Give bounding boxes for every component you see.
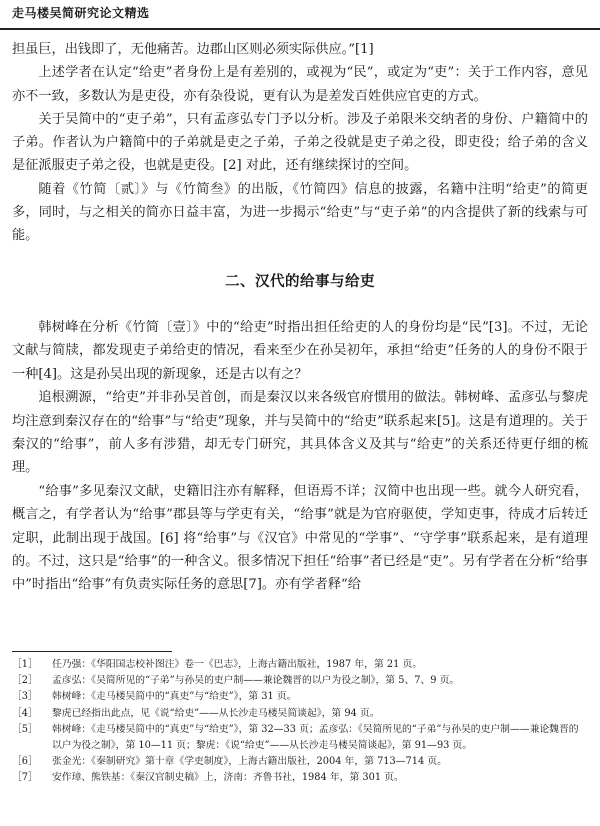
section-heading: 二、汉代的给事与给吏 (225, 274, 375, 290)
running-header: 走马楼吴简研究论文精选 (12, 6, 150, 20)
paragraph: 随着《竹简〔贰〕》与《竹简叁》的出版，《竹简四》信息的披露，名籍中注明“给吏”的简更多，同时，与之相关的简亦日益丰富，为进一步揭示“给吏”与“吏子弟”的内含提供了新的线索与可能。 (12, 181, 588, 244)
footnote-text: 韩树峰：《走马楼吴简中的“真吏”与“给吏”》，第 32—33 页；孟彦弘：《吴简所见的“子弟”与孙吴的吏户制——兼论魏晋的以户为役之制》，第 10—11 页；黎虎：《说“给吏”——从长沙走马楼吴简谈起》，第 91—93 页。 (52, 723, 579, 752)
footnote-number: ［1］ (12, 659, 38, 670)
footnote-number: ［6］ (12, 756, 38, 768)
footnote (12, 657, 588, 673)
footnote (12, 754, 588, 770)
paragraph: “给事”多见秦汉文献，史籍旧注亦有解释，但语焉不详；汉简中也出现一些。就今人研究看，概言之，有学者认为“给事”郡县等与学吏有关，“给事”就是为官府驱使，学知吏事，待成才后转迁定职，此制出现于战国。[6] 将“给事”与《汉官》中常见的“学事”、“守学事”联系起来，是有道理的。不过，这只是“给事”的一种含义。很多情况下担任“给事”者已经是“吏”。另有学者在分析“给事中”时指出“给事”有负责实际任务的意思[7]。亦有学者释“给 (12, 483, 588, 593)
footnote-text: 韩树峰：《走马楼吴简中的“真吏”与“给吏”》，第 31 页。 (52, 691, 297, 703)
footnote-text: 黎虎已经指出此点，见《说“给吏”——从长沙走马楼吴简谈起》，第 94 页。 (52, 707, 380, 719)
paragraph: 担虽巨，出钱即了，无他痛苦。边郡山区则必须实际供应。”[1] (12, 42, 374, 57)
intro-text (12, 38, 588, 248)
footnote-text: 张金光：《秦制研究》第十章《学吏制度》，上海古籍出版社，2004 年，第 713—714 页。 (52, 756, 447, 768)
footnote-number: ［7］ (12, 772, 38, 784)
footnote-number: ［4］ (12, 707, 38, 719)
footnote-number: ［3］ (12, 691, 38, 703)
footnote (12, 689, 588, 705)
footnote-rule (12, 651, 172, 652)
footnote-text: 安作璋、熊铁基：《秦汉官制史稿》上，济南：齐鲁书社，1984 年，第 301 页。 (52, 772, 404, 784)
header-rule (0, 28, 600, 30)
footnote (12, 722, 588, 754)
footnote-text: 孟彦弘：《吴简所见的“子弟”与孙吴的吏户制——兼论魏晋的以户为役之制》，第 5、7、9 页。 (52, 675, 460, 687)
paragraph: 追根溯源，“给吏”并非孙吴首创，而是秦汉以来各级官府惯用的做法。韩树峰、孟彦弘与黎虎均注意到秦汉存在的“给事”与“给吏”现象，并与吴简中的“给吏”联系起来[5]。这是有道理的。关于秦汉的“给事”，前人多有涉猎，却无专门研究，其具体含义及其与“给吏”的关系还待更仔细的梳理。 (12, 390, 588, 476)
footnote-number: ［2］ (12, 675, 38, 687)
paragraph: 韩树峰在分析《竹简〔壹〕》中的“给吏”时指出担任给吏的人的身份均是“民”[3]。不过，无论文献与简牍，都发现吏子弟给吏的情况，看来至少在孙吴初年，承担“给吏”任务的人的身份不限于一种[4]。这是孙吴出现的新现象，还是古以有之？ (12, 320, 588, 382)
footnote (12, 770, 588, 786)
footnote (12, 706, 588, 722)
section-text (12, 316, 588, 597)
footnote-number: ［5］ (12, 723, 38, 735)
paragraph: 关于吴简中的“吏子弟”，只有孟彦弘专门予以分析。涉及子弟限米交纳者的身份、户籍简中的子弟。作者认为户籍简中的子弟就是吏之子弟，子弟之役就是吏子弟之役，即吏役；给子弟的含义是征派服吏子弟之役，也就是吏役。[2] 对此，还有继续探讨的空间。 (12, 111, 588, 174)
footnote (12, 673, 588, 689)
paragraph: 上述学者在认定“给吏”者身份上是有差别的，或视为“民”，或定为“吏”：关于工作内容，意见亦不一致，多数认为是吏役，亦有杂役说，更有认为是差发百姓供应官吏的方式。 (12, 65, 588, 104)
footnote-text: 任乃强：《华阳国志校补图注》卷一《巴志》，上海古籍出版社，1987 年，第 21 页。 (52, 659, 423, 670)
footnotes (12, 657, 588, 787)
